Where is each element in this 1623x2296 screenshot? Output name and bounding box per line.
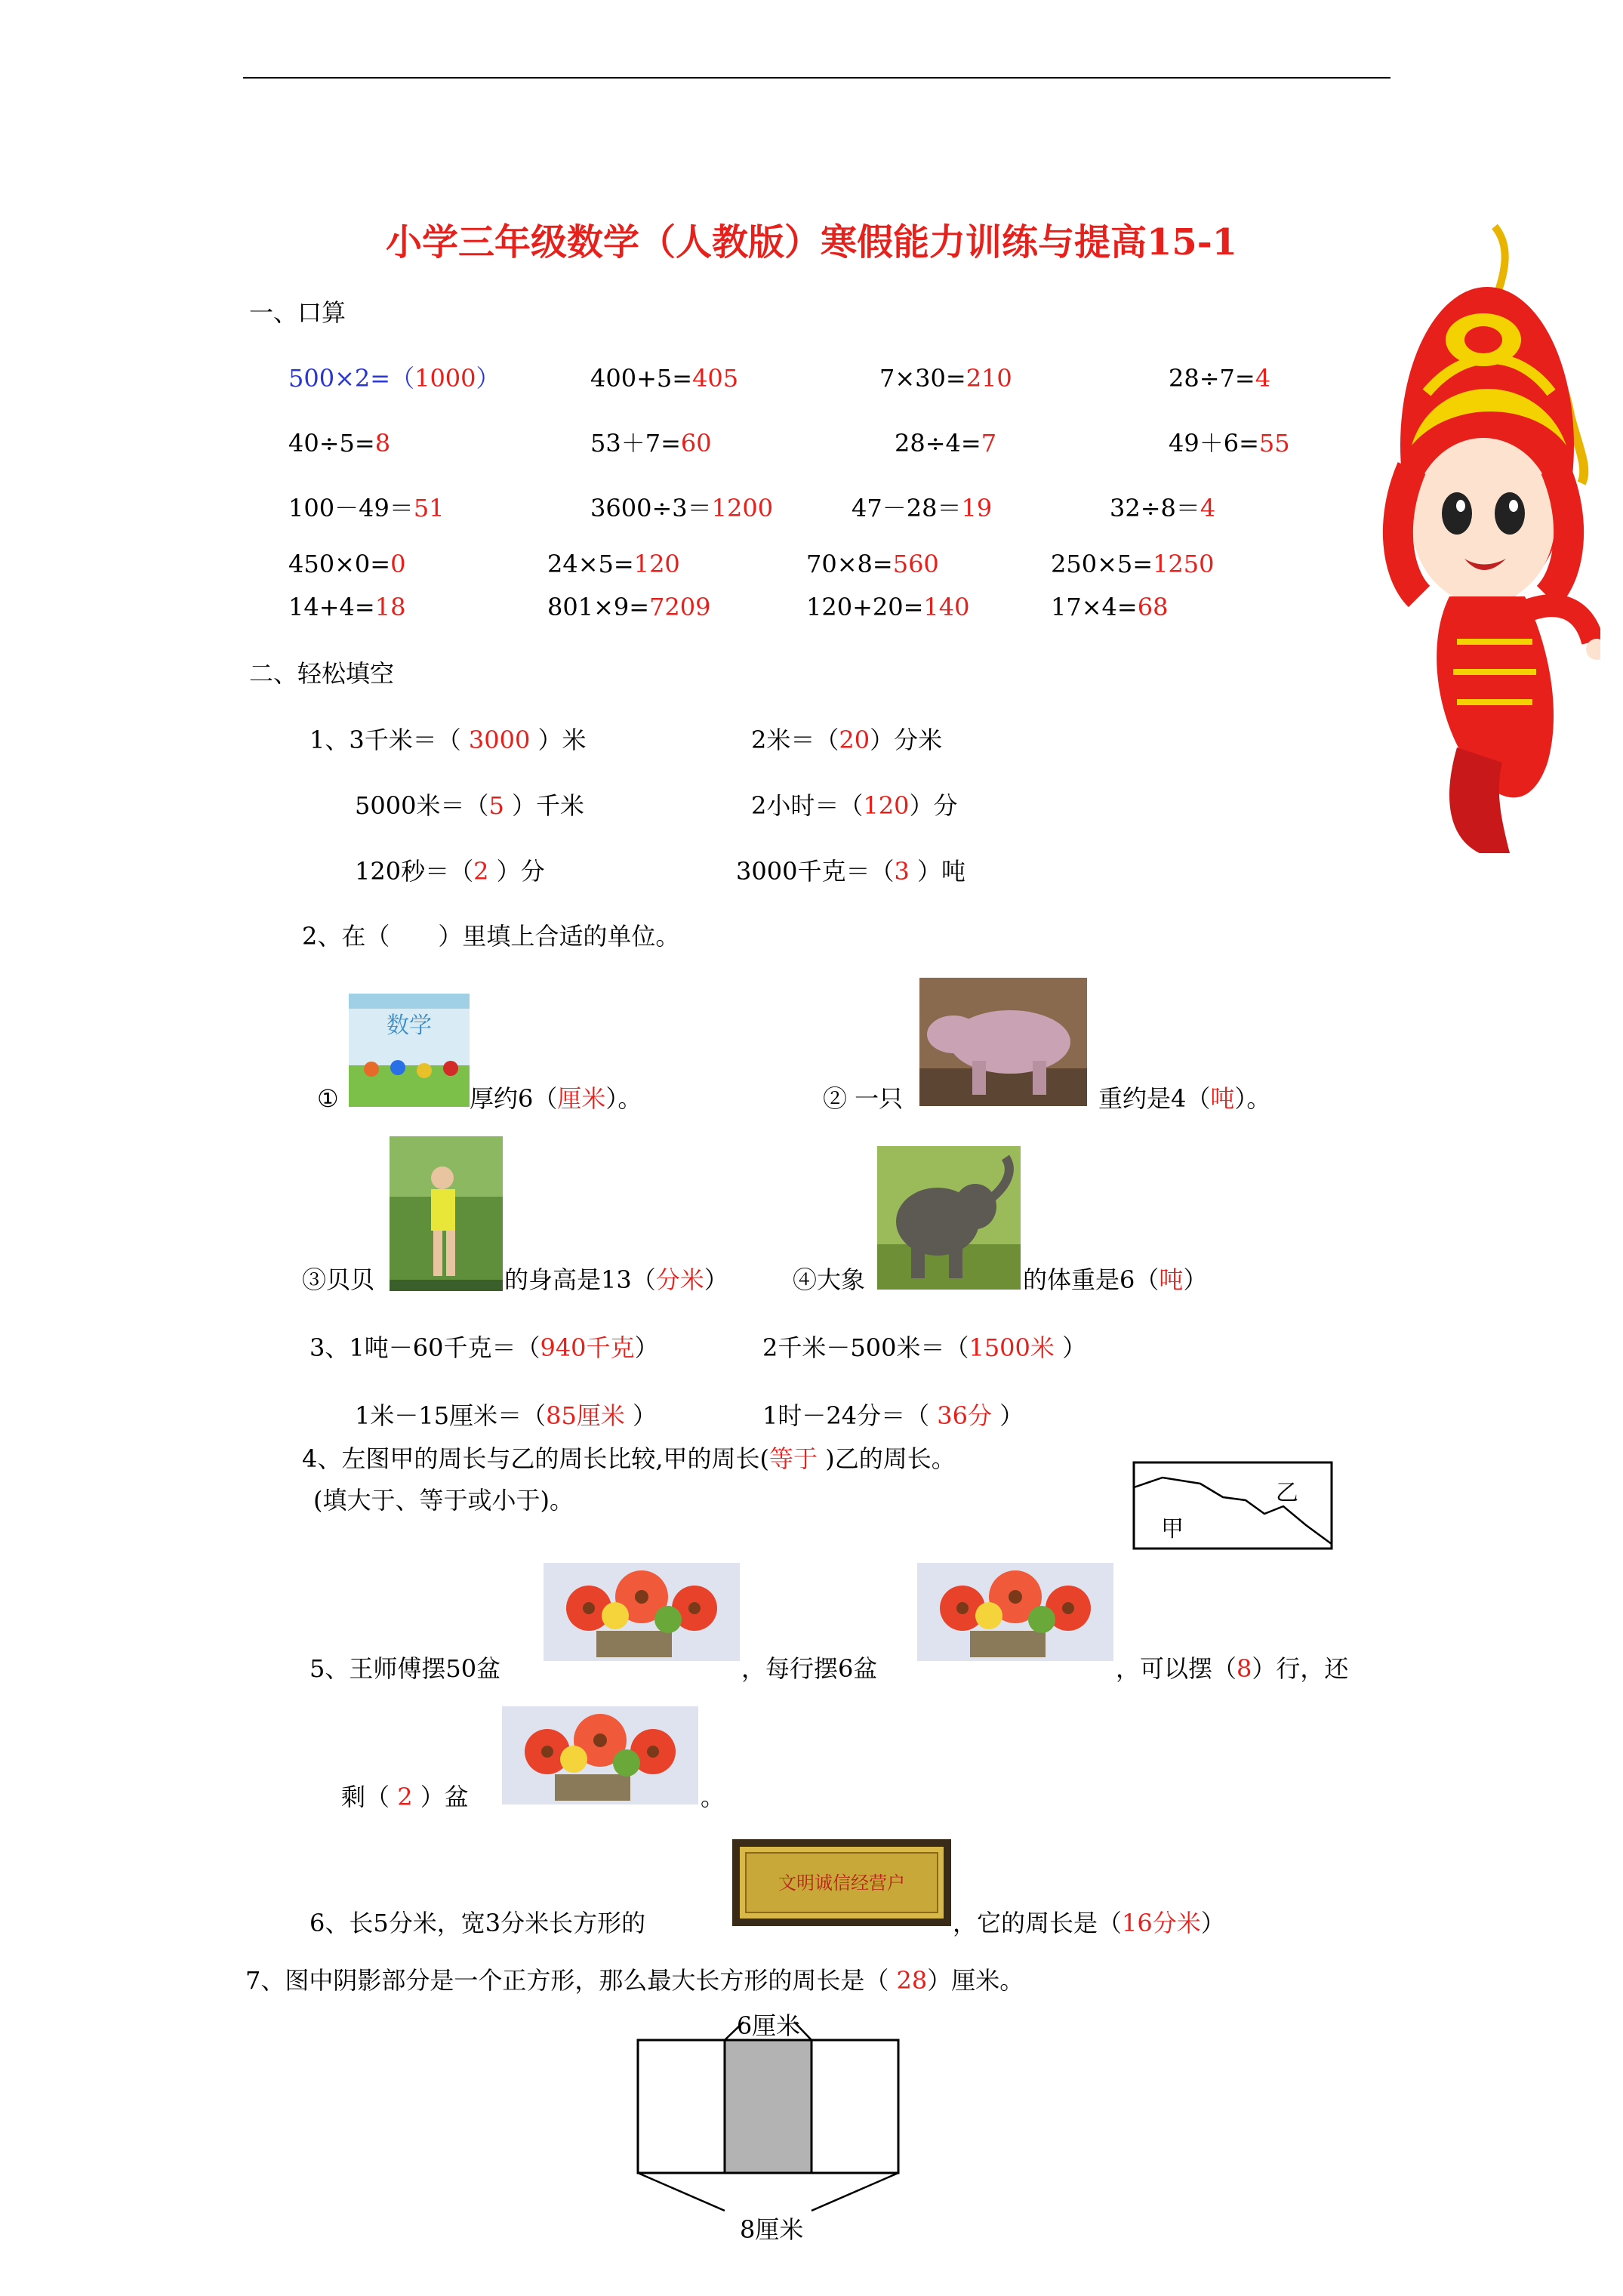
mental-math-item: 40÷5=8 [288,429,391,458]
q5-pre: 5、王师傅摆50盆 [310,1654,501,1683]
mental-math-item: 17×4=68 [1051,593,1169,621]
q5-end: 。 [701,1783,725,1811]
mental-math-item: 28÷4=7 [895,429,997,458]
mental-math-item: 32÷8＝4 [1110,494,1216,522]
q1-item: 120秒＝（2 ）分 [355,857,545,886]
flower-pot-image [917,1563,1113,1661]
q3-item: 1时－24分＝（ 36分 ） [762,1401,1024,1430]
q1-item: 3000千克＝（3 ）吨 [736,857,965,886]
q2-item3-pre: ③贝贝 [302,1265,375,1294]
mental-math-item: 24×5=120 [547,550,680,578]
q1-item: 1、3千米＝（ 3000 ）米 [310,726,587,754]
q6-pre: 6、长5分米，宽3分米长方形的 [310,1909,646,1937]
q2-item1-num: ① [317,1084,339,1113]
q4-note: (填大于、等于或小于)。 [313,1486,574,1515]
hippo-image [919,978,1087,1106]
top-dimension-label: 6厘米 [736,2011,801,2040]
perimeter-figure [1132,1461,1335,1552]
mental-math-item: 450×0=0 [288,550,406,578]
q2-item4-text: 的体重是6（吨） [1023,1265,1208,1294]
mental-math-item: 120+20=140 [806,593,970,621]
page-title: 小学三年级数学（人教版）寒假能力训练与提高15-1 [385,221,1238,264]
flower-pot-image [502,1706,698,1804]
mental-math-item: 250×5=1250 [1051,550,1215,578]
mental-math-item: 14+4=18 [288,593,406,621]
svg-text:数学: 数学 [387,1012,432,1039]
label-yi: 乙 [1276,1480,1298,1506]
q2-intro: 2、在（ ）里填上合适的单位。 [302,922,680,951]
section1-heading: 一、口算 [249,298,346,327]
mental-math-item: 500×2=（1000） [288,364,500,393]
q6-text: ，它的周长是（16分米） [953,1909,1225,1937]
mental-math-item: 7×30=210 [879,364,1012,393]
elephant-photo [877,1146,1021,1290]
q4-text: 4、左图甲的周长与乙的周长比较,甲的周长(等于 )乙的周长。 [302,1444,956,1473]
q7-text: 7、图中阴影部分是一个正方形，那么最大长方形的周长是（ 28）厘米。 [245,1966,1024,1995]
mental-math-item: 100－49＝51 [288,494,445,522]
q1-item: 2小时＝（120）分 [751,791,958,820]
q2-item4-pre: ④大象 [793,1265,866,1294]
mental-math-item: 53＋7=60 [590,429,712,458]
q5-post: ，可以摆（8）行，还 [1116,1654,1349,1683]
q5-mid: ，每行摆6盆 [741,1654,878,1683]
mental-math-item: 400+5=405 [590,364,739,393]
mental-math-item: 70×8=560 [806,550,939,578]
flower-pot-image [544,1563,740,1661]
q5-line2: 剩（ 2 ）盆 [341,1783,469,1811]
header-rule [243,77,1390,79]
mental-math-item: 49＋6=55 [1169,429,1290,458]
svg-text:文明诚信经营户: 文明诚信经营户 [778,1872,905,1894]
q1-item: 2米＝（20）分米 [751,726,943,754]
textbook-image [349,994,470,1107]
mental-math-item: 47－28＝19 [852,494,993,522]
mental-math-item: 28÷7=4 [1169,364,1271,393]
honor-plaque-image [732,1839,951,1926]
q1-item: 5000米＝（5 ）千米 [355,791,584,820]
q3-item: 2千米－500米＝（1500米 ） [762,1333,1087,1362]
q2-item2-text: 重约是4（吨）。 [1098,1084,1271,1113]
q3-item: 3、1吨－60千克＝（940千克） [310,1333,659,1362]
rectangle-figure [627,2008,913,2250]
mental-math-item: 801×9=7209 [547,593,711,621]
q2-item3-text: 的身高是13（分米） [504,1265,728,1294]
q2-item2-pre: ② 一只 [823,1084,904,1113]
mental-math-item: 3600÷3＝1200 [590,494,774,522]
q2-item1-text: 厚约6（厘米）。 [470,1084,642,1113]
girl-photo [390,1136,503,1291]
bottom-dimension-label: 8厘米 [740,2215,804,2244]
label-jia: 甲 [1161,1516,1184,1542]
q3-item: 1米－15厘米＝（85厘米 ） [355,1401,658,1430]
mascot-illustration [1381,219,1600,861]
section2-heading: 二、轻松填空 [249,659,395,688]
